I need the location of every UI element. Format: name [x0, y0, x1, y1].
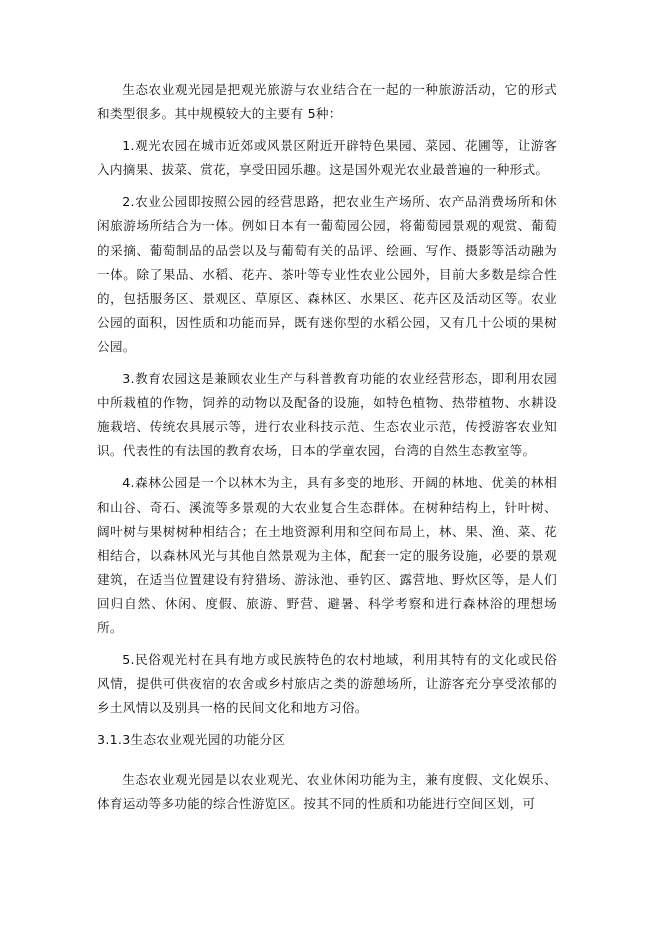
item-forest-park: 4.森林公园是一个以林木为主，具有多变的地形、开阔的林地、优美的林相和山谷、奇石、溪流等多景观的大农业复合生态群体。在树种结构上，针叶树、阔叶树与果树树种相结合；在土地资源利用和空间布局上，林、果、渔、菜、花相结合，以森林风光与其他自然景观为主体，配套一定的服务设施，必要的景观建筑，在适当位置建设有狩猎场、游泳池、垂钓区、露营地、野炊区等，是人们回归自然、休闲、度假、旅游、野营、避暑、科学考察和进行森林浴的理想场所。	[97, 475, 557, 635]
intro-paragraph: 生态农业观光园是把观光旅游与农业结合在一起的一种旅游活动，它的形式和类型很多。其中规模较大的主要有 5种：	[97, 82, 557, 122]
item-education-farm: 3.教育农园这是兼顾农业生产与科普教育功能的农业经营形态，即利用农园中所栽植的作物，饲养的动物以及配备的设施，如特色植物、热带植物、水耕设施栽培、传统农具展示等，进行农业科技示范、生态农业示范，传授游客农业知识。代表性的有法国的教育农场，日本的学童农园，台湾的自然生态教室等。	[97, 371, 557, 459]
section-heading: 3.1.3生态农业观光园的功能分区	[97, 732, 286, 748]
closing-paragraph: 生态农业观光园是以农业观光、农业休闲功能为主，兼有度假、文化娱乐、体育运动等多功能的综合性游览区。按其不同的性质和功能进行空间区划，可	[97, 772, 557, 812]
item-agricultural-park: 2.农业公园即按照公园的经营思路，把农业生产场所、农产品消费场所和休闲旅游场所结合为一体。例如日本有一葡萄园公园，将葡萄园景观的观赏、葡萄的采摘、葡萄制品的品尝以及与葡萄有关的品评、绘画、写作、摄影等活动融为一体。除了果品、水稻、花卉、茶叶等专业性农业公园外，目前大多数是综合性的，包括服务区、景观区、草原区、森林区、水果区、花卉区及活动区等。农业公园的面积，因性质和功能而异，既有迷你型的水稻公园，又有几十公顷的果树公园。	[97, 194, 557, 354]
item-folk-village: 5.民俗观光村在具有地方或民族特色的农村地域，利用其特有的文化或民俗风情，提供可供夜宿的农舍或乡村旅店之类的游憩场所，让游客充分享受浓郁的乡土风情以及别具一格的民间文化和地方习俗。	[97, 652, 557, 716]
item-observation-farm: 1.观光农园在城市近郊或风景区附近开辟特色果园、菜园、花圃等，让游客入内摘果、拔菜、赏花，享受田园乐趣。这是国外观光农业最普遍的一种形式。	[97, 138, 557, 178]
document-body	[97, 78, 557, 825]
